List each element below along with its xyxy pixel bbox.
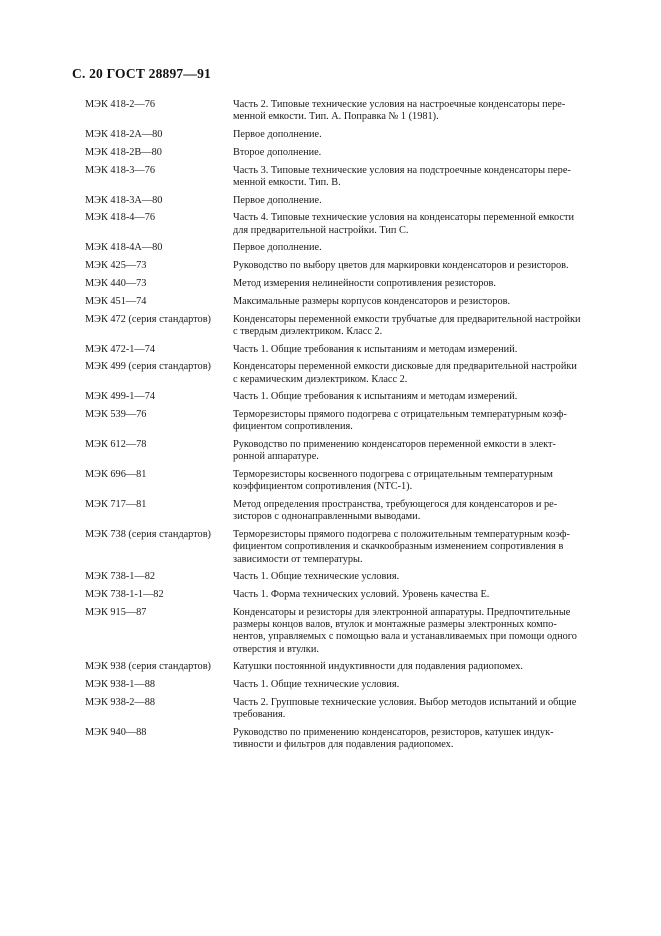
standard-code: МЭК 440—73 bbox=[85, 277, 147, 289]
standard-description: Часть 1. Форма технических условий. Уровень качества Е. bbox=[233, 589, 490, 601]
standard-code: МЭК 612—78 bbox=[85, 439, 147, 451]
standards-list bbox=[85, 99, 615, 757]
list-item bbox=[85, 147, 615, 159]
list-item bbox=[85, 344, 615, 356]
standard-code: МЭК 451—74 bbox=[85, 295, 147, 307]
standard-code: МЭК 938 (серия стандартов) bbox=[85, 661, 211, 673]
list-item bbox=[85, 589, 615, 601]
standard-code: МЭК 499 (серия стандартов) bbox=[85, 361, 211, 373]
standard-code: МЭК 738-1—82 bbox=[85, 571, 156, 583]
standard-code: МЭК 418-2—76 bbox=[85, 99, 156, 110]
list-item bbox=[85, 391, 615, 403]
standard-code: МЭК 938-2—88 bbox=[85, 696, 156, 708]
standard-code: МЭК 472 (серия стандартов) bbox=[85, 313, 211, 325]
standard-description: Катушки постоянной индуктивности для подавления радиопомех. bbox=[233, 661, 523, 673]
list-item bbox=[85, 99, 615, 123]
standard-code: МЭК 940—88 bbox=[85, 726, 147, 738]
standard-description: Конденсаторы переменной емкости дисковые для предварительной настройки с керамическим диэлектриком. Класс 2. bbox=[233, 361, 577, 385]
list-item bbox=[85, 260, 615, 272]
standard-code: МЭК 472-1—74 bbox=[85, 343, 156, 355]
standard-code: МЭК 418-4—76 bbox=[85, 212, 156, 224]
list-item bbox=[85, 679, 615, 691]
standard-code: МЭК 418-4А—80 bbox=[85, 242, 163, 254]
list-item bbox=[85, 361, 615, 385]
standard-description: Руководство по применению конденсаторов переменной емкости в элект- ронной аппаратуре. bbox=[233, 439, 556, 463]
standard-description: Первое дополнение. bbox=[233, 129, 322, 140]
list-item bbox=[85, 242, 615, 254]
standard-description: Часть 4. Типовые технические условия на конденсаторы переменной емкости для предварительной настройки. Тип С. bbox=[233, 212, 575, 236]
list-item bbox=[85, 529, 615, 566]
standard-code: МЭК 938-1—88 bbox=[85, 679, 156, 691]
standard-code: МЭК 425—73 bbox=[85, 260, 147, 272]
standard-description: Часть 2. Типовые технические условия на настроечные конденсаторы пере- менной емкости. Тип. А. Поправка № 1 (1981). bbox=[233, 99, 566, 123]
list-item bbox=[85, 165, 615, 189]
standard-code: МЭК 418-3А—80 bbox=[85, 194, 163, 206]
standard-description: Терморезисторы прямого подогрева с отрицательным температурным коэф- фициентом сопротивления. bbox=[233, 409, 567, 433]
list-item bbox=[85, 571, 615, 583]
list-item bbox=[85, 439, 615, 463]
standard-code: МЭК 738 (серия стандартов) bbox=[85, 529, 211, 541]
standard-description: Часть 2. Групповые технические условия. Выбор методов испытаний и общие требования. bbox=[233, 696, 577, 721]
standard-description: Максимальные размеры корпусов конденсаторов и резисторов. bbox=[233, 295, 511, 307]
standard-code: МЭК 418-3—76 bbox=[85, 164, 156, 176]
list-item bbox=[85, 409, 615, 433]
list-item bbox=[85, 661, 615, 673]
standard-description: Часть 1. Общие требования к испытаниям и методам измерений. bbox=[233, 391, 518, 403]
standard-code: МЭК 499-1—74 bbox=[85, 391, 156, 403]
standard-code: МЭК 717—81 bbox=[85, 499, 147, 511]
standard-description: Первое дополнение. bbox=[233, 242, 322, 254]
standard-description: Конденсаторы и резисторы для электронной аппаратуры. Предпочтительные размеры концов валов, втулок и монтажные размеры электронных компо- нентов, управляемых с помощью вала и устанавливаемых при помощи одного отверстия и втулки. bbox=[233, 606, 577, 655]
standard-description: Часть 1. Общие технические условия. bbox=[233, 571, 400, 583]
list-item bbox=[85, 195, 615, 207]
standard-code: МЭК 418-2А—80 bbox=[85, 129, 163, 140]
standard-description: Конденсаторы переменной емкости трубчатые для предварительной настройки с твердым диэлектриком. Класс 2. bbox=[233, 313, 581, 337]
standard-description: Терморезисторы прямого подогрева с положительным температурным коэф- фициентом сопротивления и скачкообразным изменением сопротивления в зависимости от температуры. bbox=[233, 529, 570, 565]
standard-description: Терморезисторы косвенного подогрева с отрицательным температурным коэффициентом сопротивления (NTC-1). bbox=[233, 469, 553, 493]
list-item bbox=[85, 314, 615, 338]
list-item bbox=[85, 296, 615, 308]
standard-description: Метод определения пространства, требующегося для конденсаторов и ре- зисторов с однонаправленными выводами. bbox=[233, 499, 558, 523]
standard-description: Часть 3. Типовые технические условия на подстроечные конденсаторы пере- менной емкости. Тип. В. bbox=[233, 164, 571, 188]
standard-code: МЭК 915—87 bbox=[85, 606, 147, 618]
list-item bbox=[85, 469, 615, 493]
list-item bbox=[85, 697, 615, 721]
standard-description: Второе дополнение. bbox=[233, 146, 322, 158]
standard-description: Метод измерения нелинейности сопротивления резисторов. bbox=[233, 277, 496, 289]
list-item bbox=[85, 607, 615, 656]
list-item bbox=[85, 499, 615, 523]
standard-code: МЭК 696—81 bbox=[85, 469, 147, 481]
list-item bbox=[85, 278, 615, 290]
list-item bbox=[85, 129, 615, 141]
standard-code: МЭК 738-1-1—82 bbox=[85, 589, 164, 601]
standard-code: МЭК 418-2В—80 bbox=[85, 146, 162, 158]
standard-description: Руководство по применению конденсаторов, резисторов, катушек индук- тивности и фильтров для подавления радиопомех. bbox=[233, 726, 554, 751]
page-header: С. 20 ГОСТ 28897—91 bbox=[72, 66, 211, 81]
standard-description: Руководство по выбору цветов для маркировки конденсаторов и резисторов. bbox=[233, 260, 569, 272]
list-item bbox=[85, 727, 615, 751]
standard-description: Часть 1. Общие требования к испытаниям и методам измерений. bbox=[233, 343, 518, 355]
standard-code: МЭК 539—76 bbox=[85, 409, 147, 421]
standard-description: Часть 1. Общие технические условия. bbox=[233, 679, 400, 691]
list-item bbox=[85, 212, 615, 236]
standard-description: Первое дополнение. bbox=[233, 194, 322, 206]
